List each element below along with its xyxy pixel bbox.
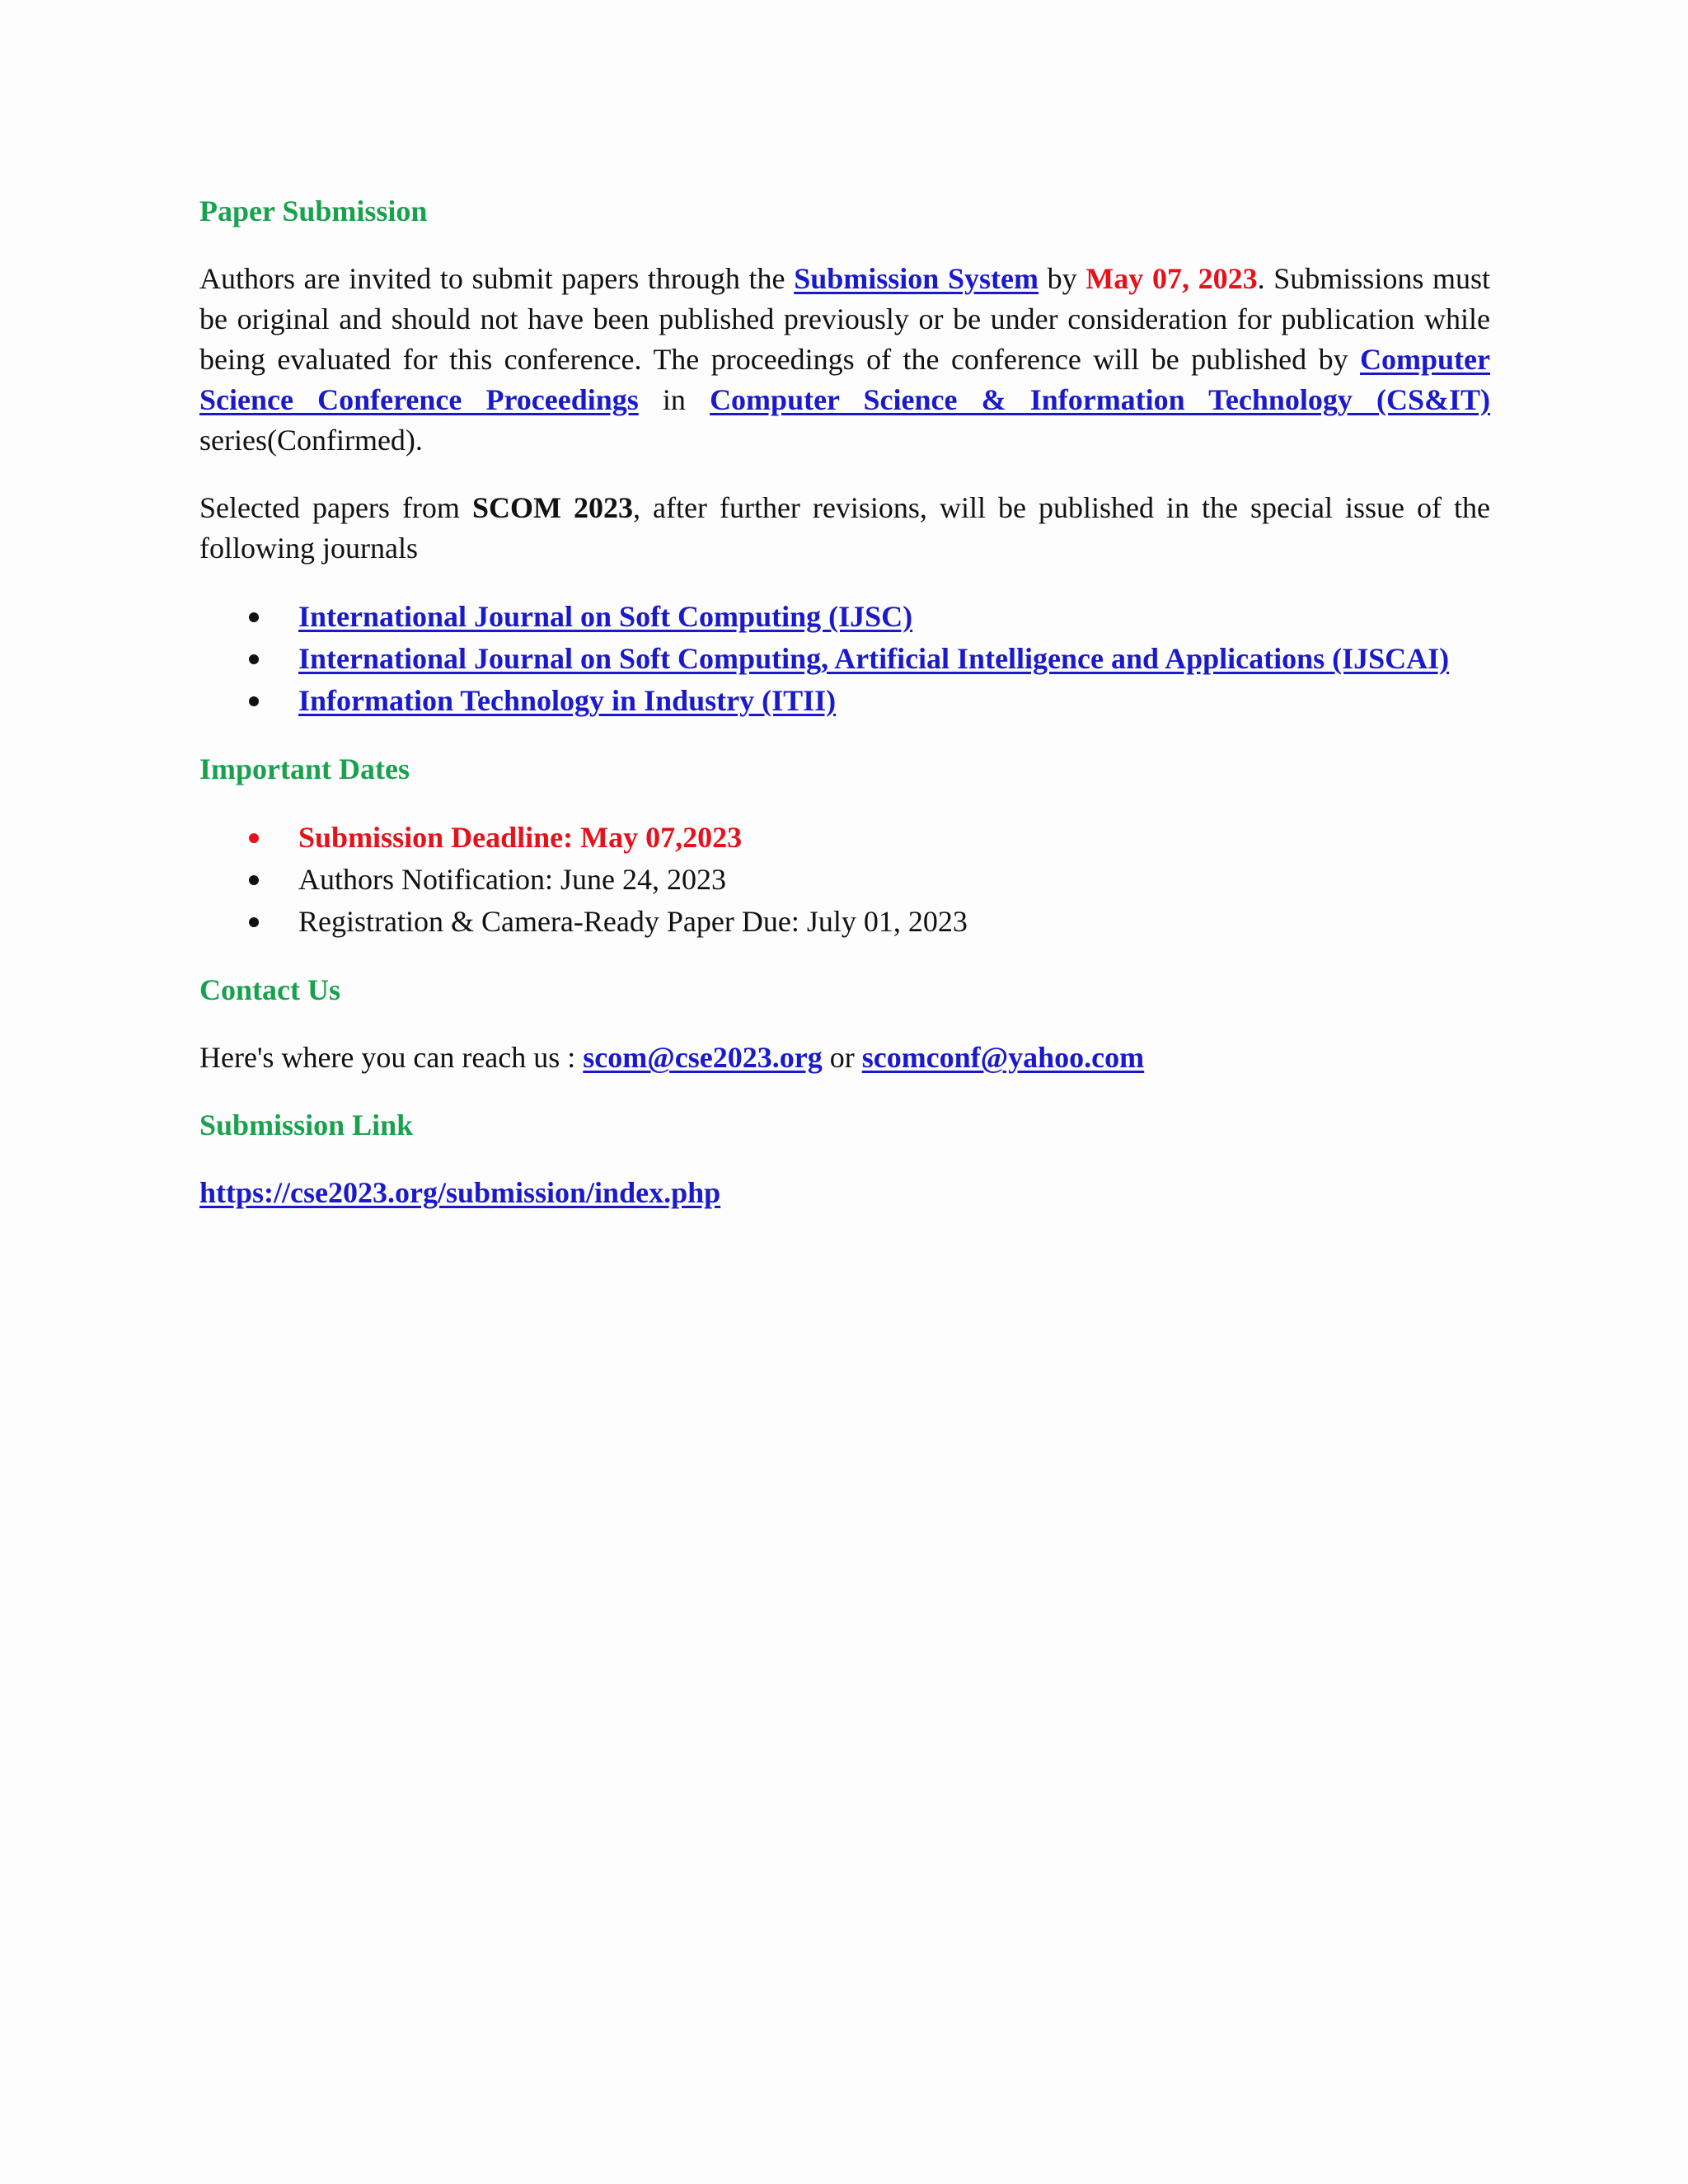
date-text: Registration & Camera-Ready Paper Due: July 01, 2023 — [298, 905, 968, 938]
date-item-deadline — [199, 817, 1490, 859]
selected-papers-paragraph — [199, 488, 1490, 569]
list-item — [199, 680, 1490, 722]
journal-link-ijsc[interactable]: International Journal on Soft Computing (IJSC) — [298, 600, 913, 633]
list-item — [199, 638, 1490, 680]
contact-or: or — [829, 1041, 855, 1074]
journals-list — [199, 596, 1490, 722]
p2-start: Selected papers from — [199, 491, 460, 524]
cs-conference-proceedings-link[interactable]: Computer Science Conference Proceedings — [199, 343, 1491, 416]
document-content — [199, 191, 1490, 1213]
bullet-icon — [249, 833, 259, 843]
date-item-registration — [199, 901, 1490, 943]
bullet-icon — [249, 875, 259, 885]
important-dates-list — [199, 817, 1490, 943]
bullet-icon — [249, 612, 259, 622]
contact-text: Here's where you can reach us : — [199, 1041, 576, 1074]
p1-by: by — [1047, 262, 1077, 295]
email-link-primary[interactable]: scom@cse2023.org — [583, 1041, 823, 1074]
important-dates-heading: Important Dates — [199, 752, 410, 785]
email-link-secondary[interactable]: scomconf@yahoo.com — [861, 1041, 1145, 1074]
date-text: Authors Notification: June 24, 2023 — [298, 863, 726, 896]
submission-system-link[interactable]: Submission System — [794, 262, 1039, 295]
csit-link[interactable]: Computer Science & Information Technology (CS&IT) — [710, 383, 1491, 416]
p1-end: series(Confirmed). — [199, 424, 423, 457]
submission-link-heading: Submission Link — [199, 1108, 414, 1141]
bullet-icon — [249, 696, 259, 706]
p1-rest: . Submissions must be original and should not have been published previously or be under consideration for publication while being evaluated for this conference. The proceedings of the conference will be published by — [199, 262, 1491, 376]
date-text: Submission Deadline: May 07,2023 — [298, 821, 743, 854]
submission-url-line — [199, 1173, 1490, 1213]
submission-paragraph — [199, 259, 1490, 461]
submission-url-link[interactable]: https://cse2023.org/submission/index.php — [199, 1176, 721, 1209]
conference-name: SCOM 2023 — [471, 491, 633, 524]
list-item — [199, 596, 1490, 638]
paper-submission-heading: Paper Submission — [199, 194, 428, 227]
contact-heading: Contact Us — [199, 973, 340, 1006]
date-item-notification — [199, 859, 1490, 901]
bullet-icon — [249, 917, 259, 927]
submission-deadline-date: May 07, 2023 — [1085, 262, 1258, 295]
bullet-icon — [249, 654, 259, 664]
p1-intro: Authors are invited to submit papers through the — [199, 262, 785, 295]
journal-link-itii[interactable]: Information Technology in Industry (ITII) — [298, 684, 837, 717]
p1-in: in — [662, 383, 686, 416]
p2-rest: , after further revisions, will be published in the special issue of the following journals — [199, 491, 1491, 565]
journal-link-ijscai[interactable]: International Journal on Soft Computing, Artificial Intelligence and Applications (IJSCAI) — [298, 642, 1450, 675]
contact-paragraph — [199, 1038, 1490, 1078]
